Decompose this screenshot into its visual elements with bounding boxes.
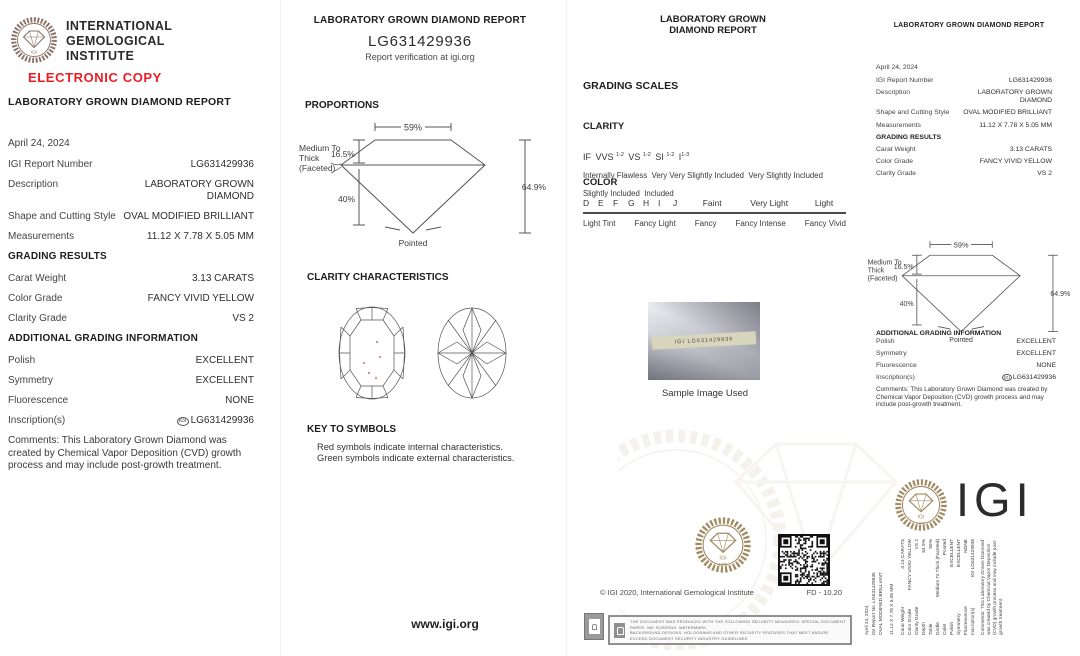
girdle-inscription-tag: IGI LG631429936 xyxy=(652,331,757,349)
grading-scales-heading: GRADING SCALES xyxy=(583,80,679,92)
color-row: Color Grade FANCY VIVID YELLOW xyxy=(8,293,254,304)
carat-row: Carat Weight 3.13 CARATS xyxy=(8,273,254,284)
verification-number: LG631429936 xyxy=(368,33,472,50)
clarity-scale: IF VVS $^{1-2}$ VS $^{1-2}$ SI $^{1-2}$ $I^{1-3}$ Internally Flawless Very Very Slightly Included Very Slightly Included Slightly Included Included xyxy=(583,152,823,198)
key-to-symbols-heading: KEY TO SYMBOLS xyxy=(307,424,397,435)
igi-logo-text: IGI xyxy=(956,473,1034,526)
color-scale: D E F G H I J Faint Very Light Light Light Tint Fancy Light Fancy Fancy Intense Fancy Vivid xyxy=(583,198,846,228)
security-strip: THE DOCUMENT WAS PRODUCED WITH THE FOLLOWING SECURITY MEASURES: SPECIAL DOCUMENT PAPER, INK SCREENS, WATERMARK BACKGROUND DESIGNS, HOLOGRAMS AND OTHER SECURITY FEATURES THAT MEET AND/OR EXCEED DOCUMENT SECURITY INDUSTRY GUIDELINES xyxy=(608,615,852,645)
svg-text:Medium To: Medium To xyxy=(299,143,341,153)
clarity-plot-pavilion xyxy=(438,308,506,398)
report-title: LABORATORY GROWN DIAMOND REPORT xyxy=(8,96,231,108)
additional-grading-heading: ADDITIONAL GRADING INFORMATION xyxy=(8,333,199,344)
grading-results-heading: GRADING RESULTS xyxy=(8,251,107,262)
institute-name: INTERNATIONAL GEMOLOGICAL INSTITUTE xyxy=(66,19,173,63)
copyright-text: © IGI 2020, International Gemological Institute xyxy=(600,588,754,597)
electronic-copy-label: ELECTRONIC COPY xyxy=(28,70,162,85)
fluorescence-row: Fluorescence NONE xyxy=(8,395,254,406)
svg-text:16.5%: 16.5% xyxy=(330,149,355,159)
clarity-plot-diagrams xyxy=(320,294,520,414)
panel-grading-scales xyxy=(578,0,854,656)
measurements-row: Measurements 11.12 X 7.78 X 5.05 MM xyxy=(8,231,254,242)
verification-note: Report verification at igi.org xyxy=(365,52,475,62)
svg-text:59%: 59% xyxy=(953,240,969,250)
qr-code xyxy=(778,534,830,586)
svg-text:40%: 40% xyxy=(899,301,914,309)
inscription-row: Inscription(s) IGI LG631429936 xyxy=(8,415,254,426)
polish-row: Polish EXCELLENT xyxy=(8,355,254,366)
card-date: April 24, 2024 xyxy=(876,64,918,71)
svg-text:1975: 1975 xyxy=(718,561,728,567)
svg-text:64.9%: 64.9% xyxy=(1050,291,1071,299)
symmetry-row: Symmetry EXCELLENT xyxy=(8,375,254,386)
clarity-row: Clarity Grade VS 2 xyxy=(8,313,254,324)
svg-text:IGI: IGI xyxy=(719,555,727,562)
panel-proportions xyxy=(295,0,563,656)
sample-caption: Sample Image Used xyxy=(661,388,749,399)
svg-text:Thick: Thick xyxy=(867,267,885,275)
proportions-heading: PROPORTIONS xyxy=(305,100,379,111)
color-scale-heading: COLOR xyxy=(583,177,618,188)
svg-text:16.5%: 16.5% xyxy=(893,264,914,272)
igi-gold-seal-icon xyxy=(694,516,752,574)
shape-row: Shape and Cutting Style OVAL MODIFIED BRILLIANT xyxy=(8,211,254,222)
comments-text: Comments: This Laboratory Grown Diamond was created by Chemical Vapor Deposition (CVD) growth process and may include post-growth treatment. xyxy=(8,435,242,471)
svg-text:Pointed: Pointed xyxy=(949,337,973,345)
diamond-profile-diagram xyxy=(297,113,547,253)
secure-document-icon xyxy=(584,613,604,640)
inclusion-marks xyxy=(363,341,381,379)
report-date: April 24, 2024 xyxy=(8,138,70,149)
key-to-symbols-text: Red symbols indicate internal characteristics. Green symbols indicate external characteristics. xyxy=(317,442,515,463)
fold-line xyxy=(566,0,567,656)
svg-text:IGI: IGI xyxy=(917,514,925,521)
svg-text:59%: 59% xyxy=(403,122,423,133)
svg-text:(Faceted): (Faceted) xyxy=(299,163,336,173)
report-number-row: IGI Report Number LG631429936 xyxy=(8,159,254,170)
clarity-scale-heading: CLARITY xyxy=(583,121,625,132)
form-code: FD - 10.20 xyxy=(806,588,842,597)
svg-text:64.9%: 64.9% xyxy=(521,182,546,192)
svg-text:IGI: IGI xyxy=(30,50,38,56)
fold-line xyxy=(280,0,281,656)
svg-text:40%: 40% xyxy=(337,194,355,204)
svg-text:(Faceted): (Faceted) xyxy=(867,275,898,283)
scales-panel-title: LABORATORY GROWN DIAMOND REPORT xyxy=(660,14,766,36)
igi-inscription-mark-icon: IGI xyxy=(1003,375,1010,380)
igi-seal-icon xyxy=(10,16,58,64)
svg-text:Pointed: Pointed xyxy=(398,238,428,248)
rotated-flap-summary: April 24, 2024 IGI Report No. LG631429936 OVAL MODIFIED BRILLIANT 11.12 X 7.78 X 5.05 MM Carat Weight 3.13 CARATS Color Grade FANCY VIVID YELLOW Clarity Grade VS 2 Depth 64.9% Table 59% Girdle Medium To Thick (Faceted) Culet Pointed Polish EXCELLENT Symmetry EXCELLENT Fluorescence NONE Inscription(s) IGI LG631429936 Comments: This Laboratory Grown Diamond was created by Chemical Vapor Deposition (CVD) growth process and may include post-growth treatment. xyxy=(865,539,1004,635)
clarity-plot-crown xyxy=(339,307,405,399)
card-title: LABORATORY GROWN DIAMOND REPORT xyxy=(893,22,1045,29)
clarity-characteristics-heading: CLARITY CHARACTERISTICS xyxy=(307,272,449,283)
igi-logo-seal-icon xyxy=(894,478,948,532)
panel-main-report xyxy=(8,0,264,656)
website-text: www.igi.org xyxy=(411,617,479,631)
igi-inscription-mark-icon: IGI xyxy=(178,418,187,424)
sample-photo xyxy=(648,302,760,380)
description-row: Description LABORATORY GROWN DIAMOND xyxy=(8,179,254,202)
svg-text:Medium To: Medium To xyxy=(867,259,902,267)
panel-summary-card: LABORATORY GROWN DIAMOND REPORT April 24, 2024 IGI Report Number LG631429936 Description LABORATORY GROWN DIAMOND Shape and Cutting Style OVAL MODIFIED BRILLIANT Measurements 11.12 X 7.78 X 5.05 MM GRADING RESULTS Carat Weight 3.13 CARATS Color Grade FANCY VIVID YELLOW Clarity Grade VS 2 59% 16.5% 40% Medium To Thick (Faceted) 64.9% Pointed ADDITIONAL GRADING INFORMATION Polish EXCELLENT Symmetry EXCELLENT Fluorescence NONE Inscription(s) IGI LG631429936 Comments: This Laboratory Grown Diamond was created by Chemical Vapor Deposition (CVD) growth process and may include post-growth treatment. IGI 1975 IGI April 24, 2024 IGI Report No. LG631429936 OVAL MODIFIED BRILLIANT 11.12 X 7.78 X 5.05 MM Carat Weight 3.13 CARATS Color Grade FANCY VIVID YELLOW Clarity Grade VS 2 Depth 64.9% Table 59% Girdle Medium To Thick (Faceted) Culet Pointed Polish EXCELLENT Symmetry EXCELLENT Fluorescence NONE Inscription(s) IGI LG631429936 Comments: This Laboratory Grown Diamond was created by Chemical Vapor Deposition (CVD) growth process and may include post-growth treatment. xyxy=(858,0,1080,656)
verification-title: LABORATORY GROWN DIAMOND REPORT xyxy=(313,15,527,26)
lock-document-icon xyxy=(614,623,625,638)
svg-text:Thick: Thick xyxy=(299,153,320,163)
color-scale-rule xyxy=(583,212,846,214)
svg-text:1975: 1975 xyxy=(916,521,926,526)
card-comments: Comments: This Laboratory Grown Diamond was created by Chemical Vapor Deposition (CVD) growth process and may include post-growth treatment. xyxy=(876,386,1048,409)
